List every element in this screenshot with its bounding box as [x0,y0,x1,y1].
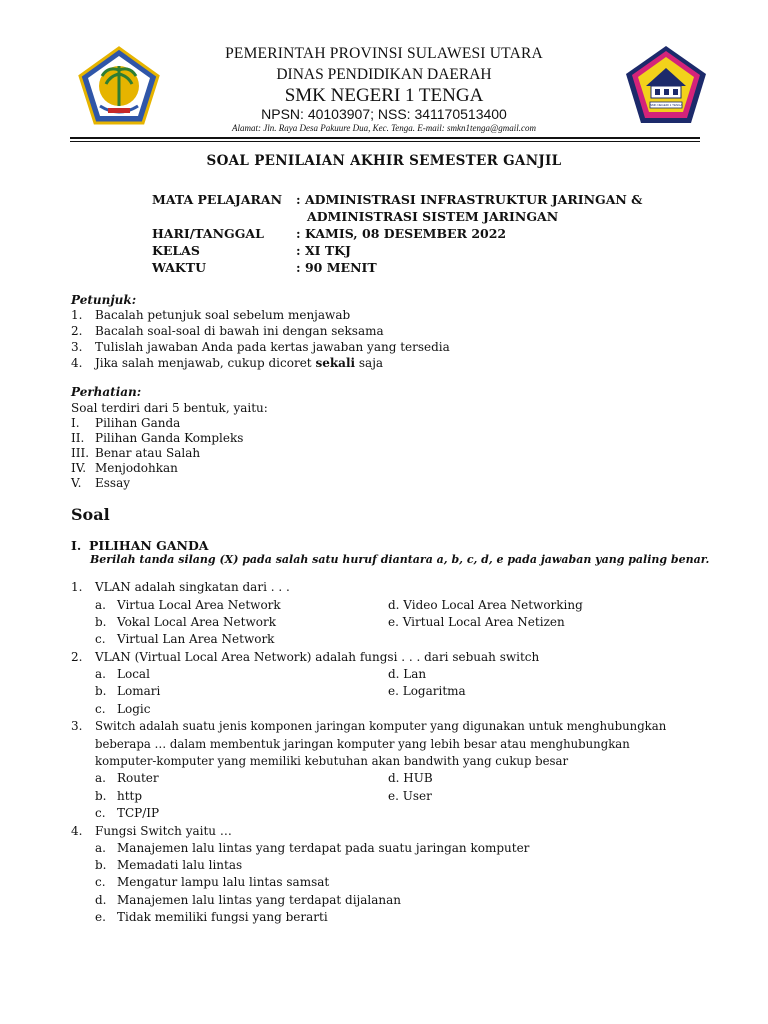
question-text: VLAN adalah singkatan dari . . . [95,580,290,594]
form-num: V. [71,476,82,490]
option-letter: c. [95,632,106,646]
question-num: 4. [71,824,83,838]
option-letter: b. [95,789,107,803]
option-text: Virtual Lan Area Network [117,632,275,646]
form-item: Benar atau Salah [95,446,201,460]
petunjuk-item: Tulislah jawaban Anda pada kertas jawaban yang tersedia [95,340,450,354]
header-department: DINAS PENDIDIKAN DAERAH [276,66,492,83]
section-num: I. [71,538,82,553]
option-text: Mengatur lampu lalu lintas samsat [117,875,330,889]
option-letter: d. [95,893,107,907]
form-num: II. [71,431,85,445]
perhatian-intro: Soal terdiri dari 5 bentuk, yaitu: [71,401,268,415]
petunjuk-item: Bacalah soal-soal di bawah ini dengan seksama [95,324,384,338]
option-text: Tidak memiliki fungsi yang berarti [117,910,328,924]
question-text: komputer-komputer yang memiliki kebutuhan akan bandwith yang cukup besar [95,754,569,768]
option-text: Logic [117,702,151,716]
option-text: http [117,789,143,803]
mapel-value: : ADMINISTRASI INFRASTRUKTUR JARINGAN & [296,192,643,207]
option-text: Virtua Local Area Network [117,598,281,612]
question-text: Switch adalah suatu jenis komponen jaringan komputer yang digunakan untuk menghubungkan [95,719,667,733]
option-letter: c. [95,875,106,889]
option-text: d. Video Local Area Networking [388,598,583,612]
option-text: d. HUB [388,771,433,785]
petunjuk-num: 3. [71,340,83,354]
header-npsn: NPSN: 40103907; NSS: 341170513400 [261,106,507,122]
option-text: Vokal Local Area Network [117,615,276,629]
petunjuk-item [95,356,383,370]
option-text: e. User [388,789,432,803]
header-school-name: SMK NEGERI 1 TENGA [284,85,484,106]
logo-caption: SMK NEGERI 1 TENGA [650,103,683,107]
exam-title: SOAL PENILAIAN AKHIR SEMESTER GANJIL [206,153,562,169]
question-num: 2. [71,650,83,664]
question-num: 1. [71,580,83,594]
soal-heading: Soal [71,505,110,524]
petunjuk-item: Bacalah petunjuk soal sebelum menjawab [95,308,351,322]
form-item: Pilihan Ganda Kompleks [95,431,244,445]
mapel-value-cont: ADMINISTRASI SISTEM JARINGAN [307,209,559,224]
waktu-label: WAKTU [152,260,207,275]
header-government: PEMERINTAH PROVINSI SULAWESI UTARA [225,45,543,62]
option-text: e. Virtual Local Area Netizen [388,615,565,629]
header-rule-thick [70,137,700,139]
petunjuk-item-text: Jika salah menjawab, cukup dicoret [95,356,312,370]
kelas-value: : XI TKJ [296,243,351,258]
petunjuk-heading: Petunjuk: [71,293,137,307]
petunjuk-num: 2. [71,324,83,338]
hari-label: HARI/TANGGAL [152,226,264,241]
form-num: IV. [71,461,87,475]
option-letter: b. [95,858,107,872]
option-letter: e. [95,910,106,924]
petunjuk-num: 4. [71,356,83,370]
form-num: III. [71,446,90,460]
option-letter: a. [95,771,106,785]
waktu-value: : 90 MENIT [296,260,377,275]
hari-value: : KAMIS, 08 DESEMBER 2022 [296,226,507,241]
petunjuk-emphasis: sekali [315,356,356,370]
header-address: Alamat: Jln. Raya Desa Pakuure Dua, Kec. Tenga. E-mail: smkn1tenga@gmail.com [231,123,537,133]
question-num: 3. [71,719,83,733]
option-text: Manajemen lalu lintas yang terdapat dijalanan [117,893,402,907]
option-letter: a. [95,841,106,855]
perhatian-heading: Perhatian: [71,385,142,399]
option-letter: b. [95,684,107,698]
question-text: Fungsi Switch yaitu … [95,824,232,838]
option-text: d. Lan [388,667,427,681]
section-instruction: Berilah tanda silang (X) pada salah satu huruf diantara a, b, c, d, e pada jawaban yang paling benar. [90,553,710,566]
option-text: e. Logaritma [388,684,466,698]
mapel-label: MATA PELAJARAN [152,192,283,207]
form-item: Essay [95,476,131,490]
question-text: beberapa … dalam membentuk jaringan komputer yang lebih besar atau menghubungkan [95,737,630,751]
form-num: I. [71,416,80,430]
header-rule-thin [70,141,700,142]
petunjuk-num: 1. [71,308,83,322]
option-text: Memadati lalu lintas [117,858,243,872]
section-title: PILIHAN GANDA [89,538,209,553]
petunjuk-item-suffix: saja [355,356,384,370]
question-text: VLAN (Virtual Local Area Network) adalah fungsi . . . dari sebuah switch [95,650,540,664]
form-item: Pilihan Ganda [95,416,181,430]
option-letter: c. [95,806,106,820]
form-item: Menjodohkan [95,461,178,475]
option-letter: b. [95,615,107,629]
option-text: TCP/IP [117,806,160,820]
option-text: Router [117,771,159,785]
option-text: Lomari [117,684,161,698]
option-letter: a. [95,598,106,612]
option-text: Local [117,667,150,681]
option-letter: a. [95,667,106,681]
kelas-label: KELAS [152,243,200,258]
option-text: Manajemen lalu lintas yang terdapat pada suatu jaringan komputer [117,841,530,855]
option-letter: c. [95,702,106,716]
